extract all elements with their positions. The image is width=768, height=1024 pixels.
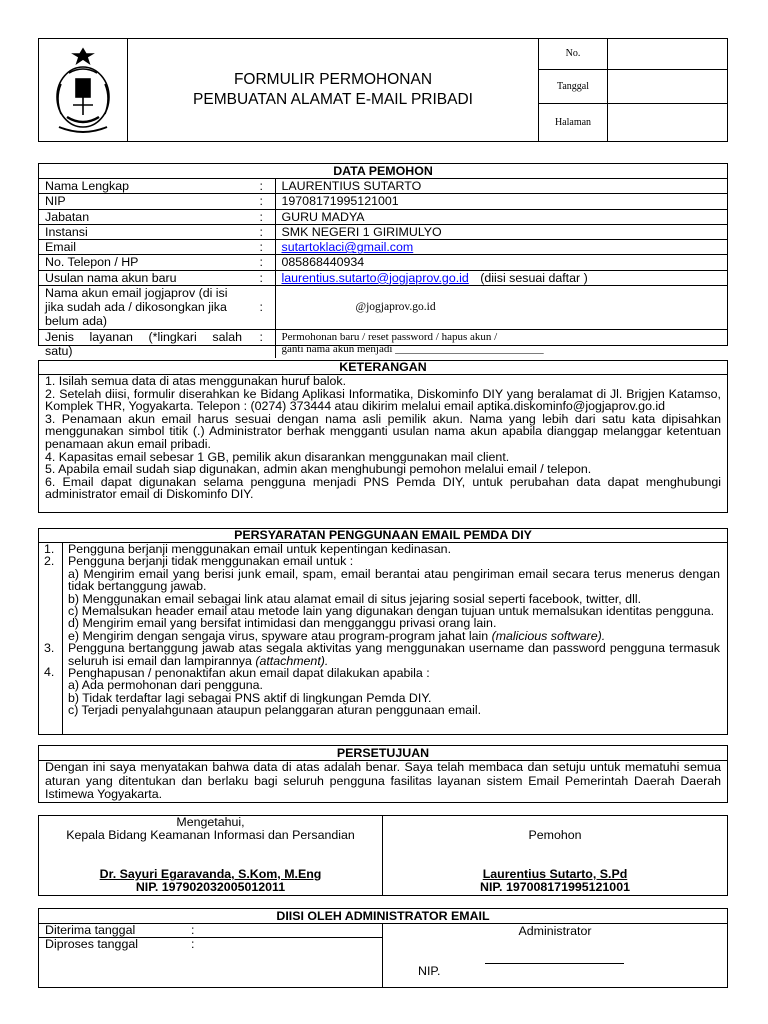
field-label (39, 285, 248, 329)
diterima-row (39, 924, 382, 938)
list-item: b) Tidak terdaftar lagi sebagai PNS aktif di lingkungan Pemda DIY. (68, 690, 432, 705)
table-row (39, 255, 727, 270)
field-label (39, 329, 248, 358)
table-row (39, 285, 727, 329)
form-title-line2: PEMBUATAN ALAMAT E-MAIL PRIBADI (193, 91, 473, 108)
meta-label-halaman: Halaman (539, 104, 608, 141)
field-value[interactable]: 085868440934 (275, 255, 727, 270)
data-pemohon-title: DATA PEMOHON (39, 164, 727, 179)
field-label-line: belum ada) (45, 314, 107, 329)
field-label: Nama Lengkap (39, 179, 248, 194)
usulan-note: (diisi sesuai daftar ) (480, 270, 588, 285)
field-label-line: jika sudah ada / dikosongkan jika (45, 300, 227, 315)
meta-label-no: No. (539, 39, 608, 69)
persyaratan-section (38, 528, 728, 735)
field-colon: : (248, 194, 275, 209)
persyaratan-numbers (39, 543, 63, 734)
form-title (127, 39, 539, 141)
mengetahui-label: Mengetahui, (176, 815, 245, 829)
diproses-colon: : (191, 937, 195, 951)
field-label: NIP (39, 194, 248, 209)
field-label: Instansi (39, 224, 248, 239)
table-row (39, 270, 727, 285)
email-field[interactable] (275, 240, 727, 255)
list-item: Penghapusan / penonaktifan akun email dapat dilakukan apabila : (68, 666, 430, 681)
field-label-line: Jenis layanan (*lingkari salah (45, 329, 242, 344)
persetujuan-title: PERSETUJUAN (39, 746, 727, 761)
field-colon: : (248, 179, 275, 194)
form-meta-table (539, 39, 727, 141)
list-item: b) Menggunakan email sebagai link atau alamat email di situs jejaring sosial seperti facebook, twitter, dll. (68, 591, 642, 606)
field-value[interactable]: SMK NEGERI 1 GIRIMULYO (275, 224, 727, 239)
list-item: a) Ada permohonan dari pengguna. (68, 678, 263, 693)
table-row (39, 209, 727, 224)
field-colon: : (248, 209, 275, 224)
diproses-row (39, 938, 382, 952)
usulan-email-link[interactable]: laurentius.sutarto@jogjaprov.go.id (281, 270, 469, 285)
admin-title: DIISI OLEH ADMINISTRATOR EMAIL (39, 909, 727, 924)
layanan-field[interactable] (275, 329, 727, 358)
list-item-text: e) Mengirim dengan sengaja virus, spyware atau program-program jahat lain (68, 628, 489, 643)
list-item: 6. Email dapat digunakan selama pengguna menjadi PNS Pemda DIY, untuk perubahan data dapat menghubungi administrator email di Diskominfo DIY. (45, 474, 721, 502)
persyaratan-body (39, 543, 727, 734)
admin-signature (383, 924, 727, 987)
table-row (39, 240, 727, 255)
list-item-emphasis: (malicious software). (491, 628, 606, 643)
list-item: 3. Penamaan akun email harus sesuai dengan nama asli pemilik akun. Nama yang lebih dari satu kata dipisahkan menggunakan simbol titik (.) Administrator berhak mengganti usulan nama akun apabila dianggap melanggar ketentuan penamaan akun email pribadi. (45, 411, 721, 451)
list-number: 3. (44, 640, 55, 655)
logo (39, 39, 127, 141)
table-row (39, 329, 727, 358)
field-label-line: Nama akun email jogjaprov (di isi (45, 285, 228, 300)
list-number: 2. (44, 554, 55, 569)
field-label: Usulan nama akun baru (39, 270, 248, 285)
data-pemohon-section (38, 163, 728, 358)
list-item: 4. Kapasitas email sebesar 1 GB, pemilik akun disarankan menggunakan mail client. (45, 449, 510, 464)
field-value[interactable]: GURU MADYA (275, 209, 727, 224)
email-link[interactable]: sutartoklaci@gmail.com (281, 240, 414, 255)
diterima-label: Diterima tanggal (45, 923, 136, 937)
meta-row-halaman (539, 104, 727, 141)
persyaratan-title: PERSYARATAN PENGGUNAAN EMAIL PEMDA DIY (39, 529, 727, 543)
signature-pemohon (383, 816, 727, 895)
meta-row-no (539, 39, 727, 70)
admin-dates (39, 924, 383, 987)
diproses-label: Diproses tanggal (45, 937, 138, 951)
kepala-bidang-nip: NIP. 197902032005012011 (135, 880, 286, 894)
field-colon: : (248, 240, 275, 255)
signature-line (485, 963, 624, 964)
field-label: No. Telepon / HP (39, 255, 248, 270)
list-item: Pengguna berjanji tidak menggunakan email untuk : (68, 554, 354, 569)
field-colon: : (248, 255, 275, 270)
list-item: Pengguna berjanji menggunakan email untuk kepentingan kedinasan. (68, 542, 452, 556)
layanan-options: Permohonan baru / reset password / hapus akun / (281, 330, 498, 343)
meta-row-tanggal (539, 70, 727, 104)
meta-label-tanggal: Tanggal (539, 70, 608, 103)
list-item: 1. Isilah semua data di atas menggunakan huruf balok. (45, 374, 347, 388)
field-value[interactable]: 19708171995121001 (275, 194, 727, 209)
list-number: 1. (44, 542, 55, 556)
list-item: d) Mengirim email yang bersifat intimidasi dan mengganggu privasi orang lain. (68, 616, 497, 631)
signature-section (38, 815, 728, 896)
persetujuan-text: Dengan ini saya menyatakan bahwa data di atas adalah benar. Saya telah membaca dan setuju untuk mematuhi semua aturan yang ditentukan dan berlaku bagi seluruh pengguna fasilitas layanan sistem Email Pemerintah Daerah Daerah Istimewa Yogyakarta. (45, 760, 721, 801)
form-header (38, 38, 728, 142)
layanan-rename: ganti nama akun menjadi ___________________________ (281, 343, 544, 356)
keterangan-title: KETERANGAN (39, 361, 727, 375)
akun-email-field[interactable]: @jogjaprov.go.id (275, 285, 727, 329)
admin-nip-label: NIP. (418, 964, 441, 978)
form-title-line1: FORMULIR PERMOHONAN (233, 70, 433, 88)
list-item: 2. Setelah diisi, formulir diserahkan ke Bidang Aplikasi Informatika, Diskominfo DIY yang beralamat di Jl. Brigjen Katamso, Komplek THR, Yogyakarta. Telepon : (0274) 373444 atau dikirim melalui email aptika.diskominfo@jogjaprov.go.id (45, 386, 721, 414)
field-label: Jabatan (39, 209, 248, 224)
keterangan-list (39, 375, 727, 501)
list-item-emphasis: (attachment). (255, 653, 329, 668)
administrator-label: Administrator (518, 924, 592, 938)
field-colon: : (248, 285, 275, 329)
signature-mengetahui (39, 816, 383, 895)
list-item-text: Pengguna bertanggung jawab atas segala aktivitas yang menggunakan username dan password pengguna termasuk seluruh isi email dan lampirannya (68, 641, 720, 668)
persyaratan-text (63, 543, 727, 734)
pemohon-label: Pemohon (528, 828, 582, 842)
list-item: 5. Apabila email sudah siap digunakan, admin akan menghubungi pemohon melalui email / telepon. (45, 462, 592, 477)
table-row (39, 194, 727, 209)
list-item: c) Memalsukan header email atau metode lain yang digunakan dengan tujuan untuk memalsukan identitas pengguna. (68, 604, 715, 619)
field-colon: : (248, 329, 275, 358)
list-number: 4. (44, 665, 55, 680)
list-item (68, 642, 720, 667)
table-row (39, 179, 727, 194)
list-item: c) Terjadi penyalahgunaan ataupun pelanggaran aturan penggunaan email. (68, 703, 482, 718)
list-item: a) Mengirim email yang berisi junk email, spam, email berantai atau pengiriman email secara terus menerus dengan tidak bertanggung jawab. (68, 566, 720, 594)
admin-section (38, 908, 728, 988)
persetujuan-section (38, 745, 728, 803)
kepala-bidang-name: Dr. Sayuri Egaravanda, S.Kom, M.Eng (99, 867, 322, 881)
field-colon: : (248, 270, 275, 285)
usulan-field[interactable] (275, 270, 727, 285)
pemda-diy-emblem-icon (39, 39, 127, 141)
table-row (39, 224, 727, 239)
diterima-colon: : (191, 923, 195, 937)
field-colon: : (248, 224, 275, 239)
field-label-line: satu) (45, 343, 73, 358)
data-pemohon-table (39, 179, 727, 358)
keterangan-section (38, 360, 728, 513)
pemohon-nip: NIP. 197008171995121001 (480, 880, 630, 894)
pemohon-name: Laurentius Sutarto, S.Pd (482, 867, 628, 881)
field-label: Email (39, 240, 248, 255)
kepala-bidang-title: Kepala Bidang Keamanan Informasi dan Persandian (66, 828, 355, 842)
field-value[interactable]: LAURENTIUS SUTARTO (275, 179, 727, 194)
